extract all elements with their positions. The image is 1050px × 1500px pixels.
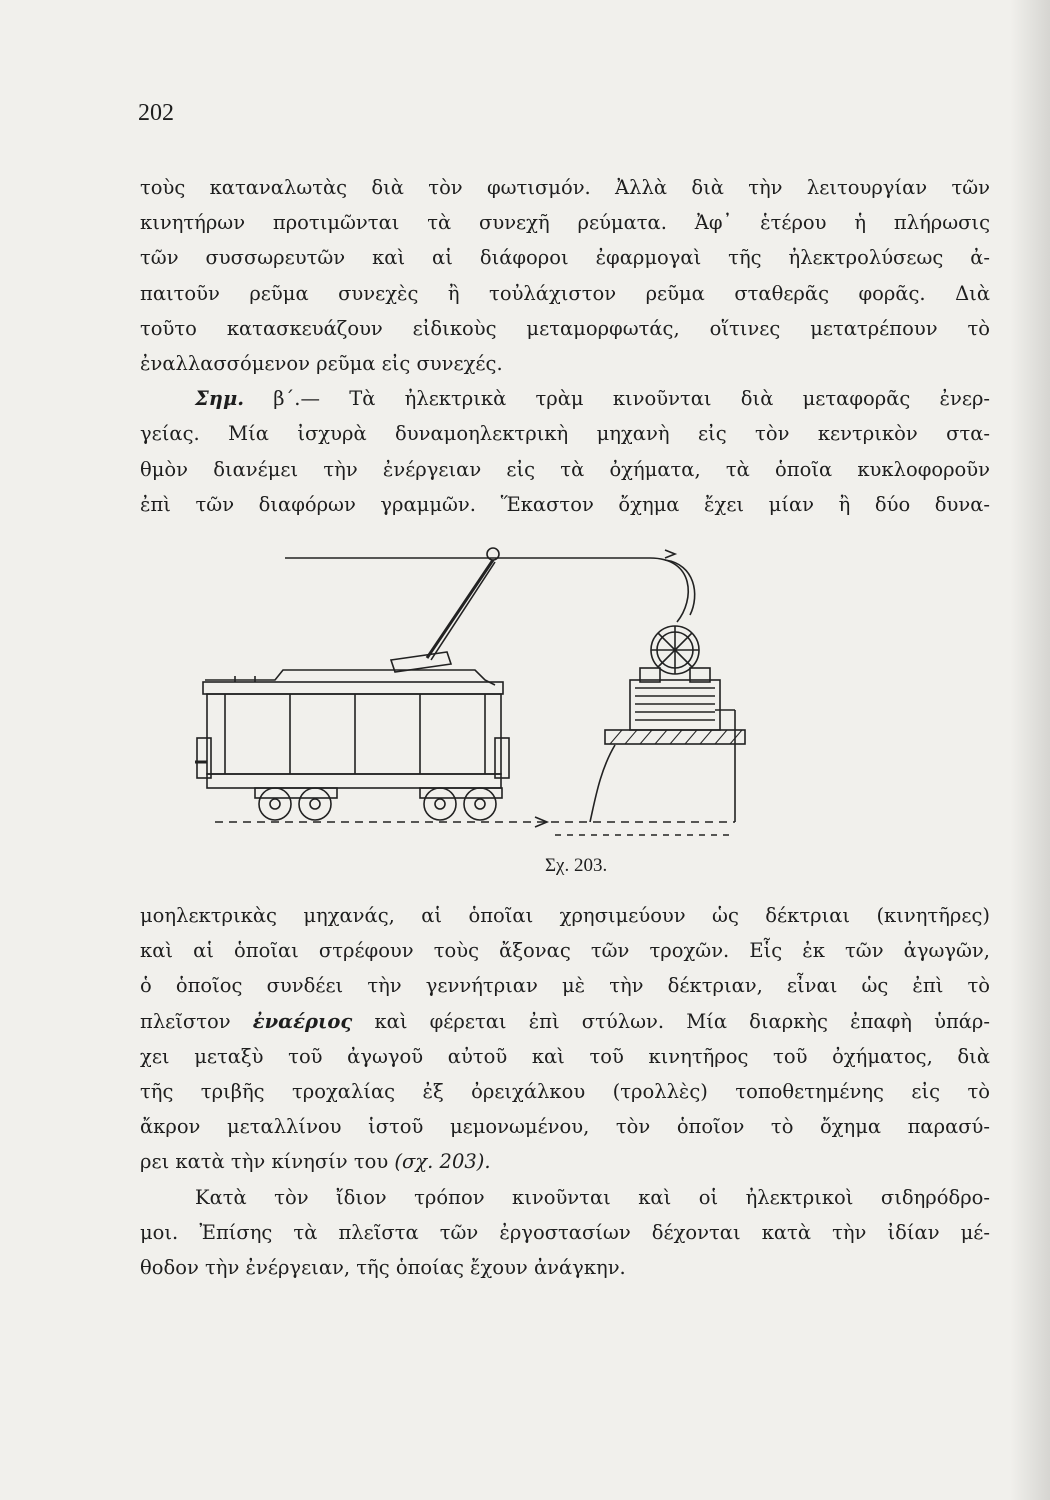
wire-arrow: [665, 550, 675, 558]
tram-platform-front: [197, 738, 211, 778]
text-line: ἐναλλασσόμενον ρεῦμα εἰς συνεχές.: [140, 351, 503, 375]
text-block-top: [140, 170, 990, 522]
text-fragment: πλεῖστον: [140, 1009, 253, 1033]
text-line: τοὺς καταναλωτὰς διὰ τὸν φωτισμόν. Ἀλλὰ διὰ τὴν λειτουργίαν τῶν: [140, 176, 990, 199]
figure-reference: (σχ. 203).: [394, 1150, 491, 1174]
text-line: ἐπὶ τῶν διαφόρων γραμμῶν. Ἕκαστον ὄχημα ἔχει μίαν ἢ δύο δυνα-: [140, 492, 990, 516]
tram-platform-rear: [495, 738, 509, 778]
note-text: β΄.— Τὰ ἠλεκτρικὰ τρὰμ κινοῦνται διὰ μεταφορᾶς ἐνερ-: [244, 387, 990, 411]
dynamo-base: [605, 730, 745, 744]
text-line: χει μεταξὺ τοῦ ἀγωγοῦ αὐτοῦ καὶ τοῦ κινητῆρος τοῦ ὀχήματος, διὰ: [140, 1044, 990, 1068]
trolley-base: [391, 652, 451, 672]
text-line: θμὸν διανέμει τὴν ἐνέργειαν εἰς τὰ ὀχήματα, τὰ ὁποῖα κυκλοφοροῦν: [140, 457, 990, 481]
text-line: τῶν συσσωρευτῶν καὶ αἱ διάφοροι ἐφαρμογαὶ τῆς ἠλεκτρολύσεως ἀ-: [140, 246, 990, 270]
note-label: Σημ.: [195, 387, 245, 411]
text-line: παιτοῦν ρεῦμα συνεχὲς ἢ τοὐλάχιστον ρεῦμα σταθερᾶς φορᾶς. Διὰ: [140, 281, 990, 305]
text-line: ὁ ὁποῖος συνδέει τὴν γεννήτριαν μὲ τὴν δέκτριαν, εἶναι ὡς ἐπὶ τὸ: [140, 974, 990, 998]
tram-body: [207, 694, 501, 774]
note-first-line: [140, 381, 990, 416]
text-line: κινητήρων προτιμῶνται τὰ συνεχῆ ρεύματα. Ἀφ᾽ ἑτέρου ἡ πλήρωσις: [140, 211, 990, 235]
tram-underframe: [207, 774, 501, 788]
text-line: τοῦτο κατασκευάζουν εἰδικοὺς μεταμορφωτάς, οἵτινες μετατρέπουν τὸ: [140, 316, 990, 340]
text-line: Κατὰ τὸν ἴδιον τρόπον κινοῦνται καὶ οἱ ἠλεκτρικοὶ σιδηρόδρο-: [195, 1185, 990, 1209]
text-fragment: ρει κατὰ τὴν κίνησίν του: [140, 1150, 395, 1174]
text-line: μοι. Ἐπίσης τὰ πλεῖστα τῶν ἐργοστασίων δέχονται κατὰ τὴν ἰδίαν μέ-: [140, 1220, 990, 1244]
page-edge-shadow: [1010, 0, 1050, 1500]
dynamo-armature-spokes: [651, 626, 699, 674]
text-block-bottom: [140, 898, 990, 1285]
tram-diagram: [195, 540, 755, 840]
page-number: 202: [138, 100, 174, 126]
tram-roof-band: [203, 682, 503, 694]
text-line: καὶ αἱ ὁποῖαι στρέφουν τοὺς ἄξονας τῶν τροχῶν. Εἷς ἐκ τῶν ἀγωγῶν,: [140, 939, 990, 963]
figure-caption: Σχ. 203.: [545, 855, 608, 876]
trolley-pole-edge: [431, 562, 495, 660]
text-line: [140, 1144, 990, 1179]
text-line: μοηλεκτρικὰς μηχανάς, αἱ ὁποῖαι χρησιμεύουν ὡς δέκτριαι (κινητῆρες): [140, 904, 990, 927]
text-line: [140, 1004, 990, 1039]
tram-wheel: [299, 788, 331, 820]
text-line: γείας. Μία ἰσχυρὰ δυναμοηλεκτρικὴ μηχανὴ εἰς τὸν κεντρικὸν στα-: [140, 422, 990, 446]
text-line: τῆς τριβῆς τροχαλίας ἐξ ὀρειχάλκου (τρολλὲς) τοποθετημένης εἰς τὸ: [140, 1079, 990, 1103]
tram-wheel: [464, 788, 496, 820]
feed-cable: [590, 745, 615, 822]
tram-wheel: [424, 788, 456, 820]
text-line: ἄκρον μεταλλίνου ἱστοῦ μεμονωμένου, τὸν ὁποῖον τὸ ὄχημα παρασύ-: [140, 1115, 990, 1139]
trolley-pole: [427, 560, 493, 658]
text-fragment: καὶ φέρεται ἐπὶ στύλων. Μία διαρκὴς ἐπαφὴ ὑπάρ-: [352, 1009, 990, 1033]
emphasis-term: ἐναέριος: [252, 1009, 353, 1033]
tram-wheel: [259, 788, 291, 820]
text-line: θοδον τὴν ἐνέργειαν, τῆς ὁποίας ἔχουν ἀνάγκην.: [140, 1255, 626, 1279]
